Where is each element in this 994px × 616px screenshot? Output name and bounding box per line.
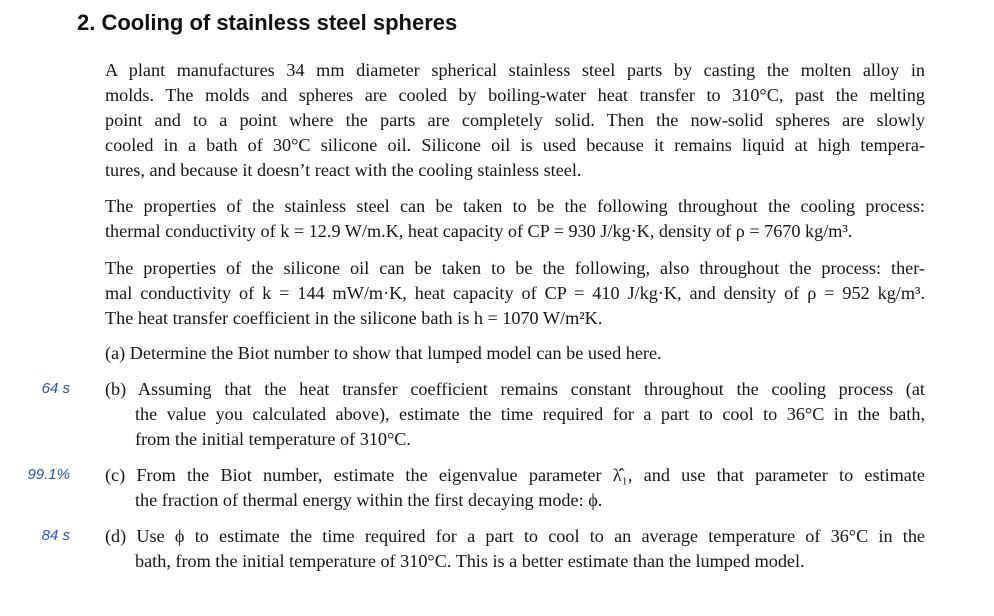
question-a (105, 341, 925, 366)
steel-line-1: The properties of the stainless steel can be taken to be the following throughout the cooling process: (105, 196, 925, 216)
intro-line-1: A plant manufactures 34 mm diameter spherical stainless steel parts by casting the molten alloy in (105, 60, 925, 80)
oil-properties-paragraph (105, 256, 925, 331)
question-c-line-2: the fraction of thermal energy within the first decaying mode: ϕ. (135, 490, 603, 510)
question-d (105, 524, 925, 574)
answer-b: 64 s (41, 380, 70, 397)
question-b-line-1: (b) Assuming that the heat transfer coefficient remains constant throughout the cooling process (at (105, 379, 925, 399)
intro-paragraph (105, 58, 925, 183)
question-c-line-1: (c) From the Biot number, estimate the eigenvalue parameter λ̂₁, and use that parameter to estimate (105, 465, 925, 485)
intro-line-5: tures, and because it doesn’t react with the cooling stainless steel. (105, 160, 582, 180)
question-d-line-2: bath, from the initial temperature of 310°C. This is a better estimate than the lumped model. (135, 551, 805, 571)
question-b (105, 377, 925, 452)
intro-line-3: point and to a point where the parts are completely solid. Then the now-solid spheres are slowly (105, 110, 925, 130)
intro-line-2: molds. The molds and spheres are cooled by boiling-water heat transfer to 310°C, past the melting (105, 85, 925, 105)
section-title: 2. Cooling of stainless steel spheres (77, 10, 458, 35)
question-c (105, 463, 925, 513)
oil-line-3: The heat transfer coefficient in the silicone bath is h = 1070 W/m²K. (105, 308, 603, 328)
question-b-line-2: the value you calculated above), estimate the time required for a part to cool to 36°C in the bath, (135, 404, 925, 424)
answer-c: 99.1% (27, 466, 70, 483)
steel-line-2: thermal conductivity of k = 12.9 W/m.K, heat capacity of CP = 930 J/kg·K, density of ρ = 7670 kg/m³. (105, 221, 853, 241)
oil-line-2: mal conductivity of k = 144 mW/m·K, heat capacity of CP = 410 J/kg·K, and density of ρ = 952 kg/m³. (105, 283, 925, 303)
question-d-line-1: (d) Use ϕ to estimate the time required for a part to cool to an average temperature of 36°C in the (105, 526, 925, 546)
oil-line-1: The properties of the silicone oil can be taken to be the following, also throughout the process: ther- (105, 258, 925, 278)
answer-d: 84 s (41, 527, 70, 544)
question-a-line-1: (a) Determine the Biot number to show that lumped model can be used here. (105, 343, 662, 363)
intro-line-4: cooled in a bath of 30°C silicone oil. Silicone oil is used because it remains liquid at high tempera- (105, 135, 925, 155)
question-b-line-3: from the initial temperature of 310°C. (135, 429, 411, 449)
steel-properties-paragraph (105, 194, 925, 244)
